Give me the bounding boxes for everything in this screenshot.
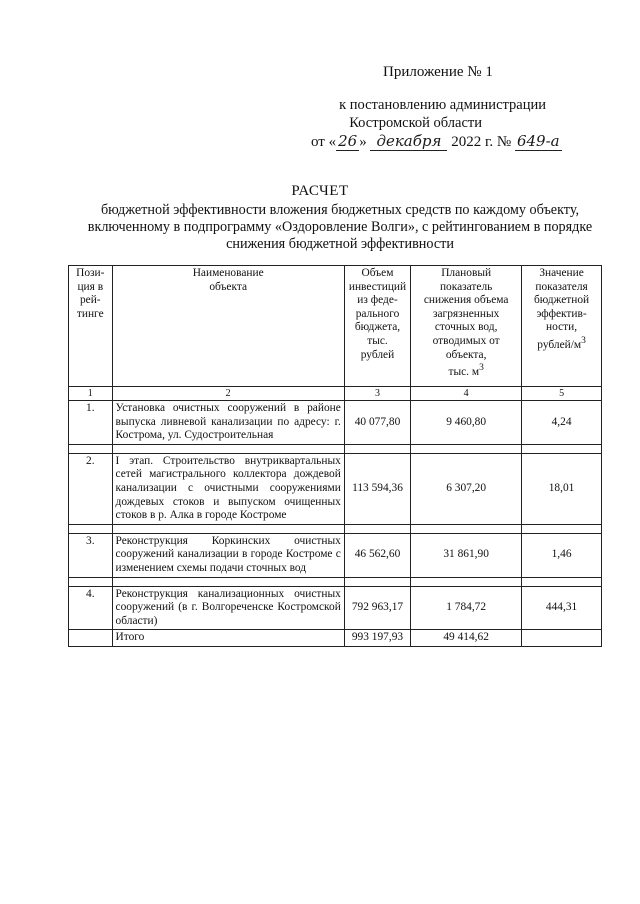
document-subtitle: бюджетной эффективности вложения бюджетных средств по каждому объекту, включенному в подпрограмму «Оздоровление Волги», с рейтингованием в порядке снижения бюджетной эффективности	[87, 202, 593, 252]
header-object-name: Наименование объекта	[112, 266, 344, 387]
row-efficiency: 1,46	[522, 533, 602, 577]
row-efficiency: 18,01	[522, 453, 602, 524]
row-object-name: I этап. Строительство внутриквартальных сетей магистрального коллектора дождевой канализации с очистными сооружениями дождевых стоков и выпуском очищенных стоков в р. Алка в городе Костроме	[112, 453, 344, 524]
column-number: 3	[344, 387, 410, 401]
row-reduction: 31 861,90	[411, 533, 522, 577]
column-number: 5	[522, 387, 602, 401]
efficiency-table	[68, 265, 602, 647]
row-efficiency: 444,31	[522, 586, 602, 630]
header-investment: Объем инвестиций из феде- рального бюджета, тыс. рублей	[344, 266, 410, 387]
total-reduction: 49 414,62	[411, 630, 522, 647]
table-total-row	[69, 630, 602, 647]
table-row	[69, 453, 602, 524]
row-position: 1.	[69, 401, 113, 445]
table-row	[69, 586, 602, 630]
row-reduction: 9 460,80	[411, 401, 522, 445]
column-number-row	[69, 387, 602, 401]
column-number: 1	[69, 387, 113, 401]
column-number: 2	[112, 387, 344, 401]
date-day-handwritten: 26	[338, 132, 358, 150]
total-investment: 993 197,93	[344, 630, 410, 647]
total-label: Итого	[112, 630, 344, 647]
row-investment: 792 963,17	[344, 586, 410, 630]
date-month-handwritten: декабря	[376, 132, 442, 150]
row-position: 4.	[69, 586, 113, 630]
row-position: 2.	[69, 453, 113, 524]
decree-authority: Костромской области	[349, 115, 482, 131]
appendix-label: Приложение № 1	[383, 64, 493, 80]
table-row	[69, 401, 602, 445]
row-efficiency: 4,24	[522, 401, 602, 445]
header-efficiency: Значение показателя бюджетной эффектив- ности, рублей/$м^3$	[522, 266, 602, 387]
row-position: 3.	[69, 533, 113, 577]
header-reduction: Плановый показатель снижения объема загрязненных сточных вод, отводимых от объекта, тыс. $м^3$	[411, 266, 522, 387]
row-investment: 46 562,60	[344, 533, 410, 577]
row-reduction: 6 307,20	[411, 453, 522, 524]
date-mid: »	[359, 134, 367, 150]
date-prefix: от «	[311, 134, 337, 150]
table-header-row	[69, 266, 602, 387]
date-year: 2022 г. №	[451, 134, 512, 150]
row-object-name: Установка очистных сооружений в районе выпуска ливневой канализации по адресу: г. Кострома, ул. Судостроительная	[112, 401, 344, 445]
document-title: РАСЧЕТ	[291, 183, 349, 199]
decree-number-handwritten: 649-а	[516, 132, 560, 150]
table-row	[69, 533, 602, 577]
total-efficiency	[522, 630, 602, 647]
row-investment: 113 594,36	[344, 453, 410, 524]
decree-date-line	[311, 133, 562, 151]
header-position: Пози- ция в рей- тинге	[69, 266, 113, 387]
row-object-name: Реконструкция Коркинских очистных сооружений канализации в городе Костроме с изменением схемы подачи сточных вод	[112, 533, 344, 577]
row-investment: 40 077,80	[344, 401, 410, 445]
decree-reference: к постановлению администрации	[339, 97, 546, 113]
row-reduction: 1 784,72	[411, 586, 522, 630]
column-number: 4	[411, 387, 522, 401]
row-object-name: Реконструкция канализационных очистных сооружений (в г. Волгореченске Костромской области)	[112, 586, 344, 630]
